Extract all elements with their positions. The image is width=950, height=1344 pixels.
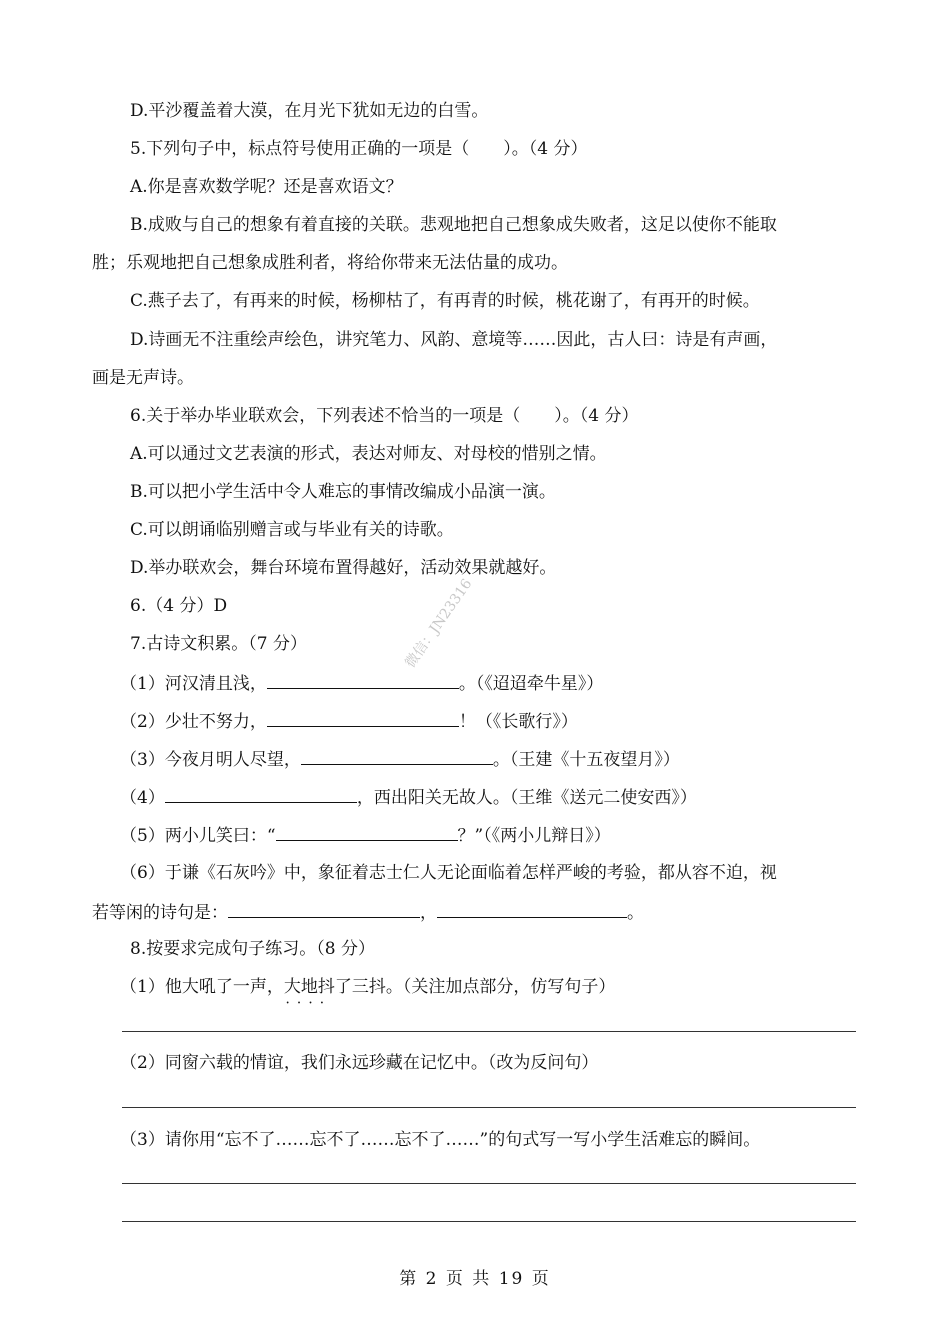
q7-item-6-blank-1[interactable] [228, 900, 420, 918]
q8-item-1-answer-line[interactable] [122, 1031, 856, 1032]
q7-item-5-blank[interactable] [276, 823, 458, 841]
q7-item-5 [0, 823, 950, 847]
q7-stem: 7.古诗文积累。（7 分） [130, 634, 307, 654]
q8-item-3: （3）请你用“忘不了……忘不了……忘不了……”的句式写一写小学生活难忘的瞬间。 [120, 1130, 761, 1150]
q7-item-5-suffix: ？”（《两小儿辩日》） [457, 826, 611, 846]
q7-item-2-blank[interactable] [267, 709, 459, 727]
q5-option-d-line2: 画是无声诗。 [92, 368, 194, 388]
q5-option-a: A.你是喜欢数学呢？还是喜欢语文？ [130, 177, 403, 197]
q7-item-6-comma: ， [420, 903, 437, 923]
q7-item-2-suffix: ！（《长歌行》） [458, 712, 578, 732]
q8-item-2: （2）同窗六载的情谊，我们永远珍藏在记忆中。（改为反问句） [120, 1053, 599, 1073]
q7-item-6-end: 。 [627, 903, 644, 923]
q7-item-6-line1: （6）于谦《石灰吟》中，象征着志士仁人无论面临着怎样严峻的考验，都从容不迫，视 [120, 863, 777, 883]
q8-item-2-answer-line[interactable] [122, 1107, 856, 1108]
watermark: 微信：JN23316 [402, 576, 476, 671]
q7-item-1 [0, 671, 950, 695]
q6-stem: 6.关于举办毕业联欢会，下列表述不恰当的一项是（ ）。（4 分） [130, 406, 639, 426]
q8-item-1-suffix: 。（关注加点部分，仿写句子） [385, 977, 616, 997]
q4-option-d: D.平沙覆盖着大漠，在月光下犹如无边的白雪。 [130, 101, 489, 121]
q8-item-1-dotted-phrase: 大地抖了三抖 • • • • [284, 976, 386, 998]
q8-item-1-prefix: （1）他大吼了一声， [120, 977, 284, 997]
q6-option-a: A.可以通过文艺表演的形式，表达对师友、对母校的惜别之情。 [130, 444, 607, 464]
q7-item-3-prefix: （3）今夜月明人尽望， [120, 750, 301, 770]
q5-option-d-line1: D.诗画无不注重绘声绘色，讲究笔力、风韵、意境等……因此，古人曰：诗是有声画， [130, 330, 778, 350]
q7-item-3-blank[interactable] [301, 747, 493, 765]
q7-item-3-suffix: 。（王建《十五夜望月》） [492, 750, 680, 770]
q7-item-6-blank-2[interactable] [437, 900, 627, 918]
q7-item-2 [0, 709, 950, 733]
q6-option-c: C.可以朗诵临别赠言或与毕业有关的诗歌。 [130, 520, 454, 540]
q8-stem: 8.按要求完成句子练习。（8 分） [130, 939, 375, 959]
q6-answer: 6.（4 分）D [130, 596, 228, 616]
q7-item-1-suffix: 。（《迢迢牵牛星》） [458, 674, 604, 694]
q8-item-1 [0, 976, 950, 998]
q7-item-2-prefix: （2）少壮不努力， [120, 712, 267, 732]
q5-option-b-line2: 胜；乐观地把自己想象成胜利者，将给你带来无法估量的成功。 [92, 253, 568, 273]
page-footer: 第 2 页 共 19 页 [399, 1269, 551, 1289]
q7-item-6-prefix: 若等闲的诗句是： [92, 903, 228, 923]
q7-item-1-blank[interactable] [267, 671, 459, 689]
q5-option-c: C.燕子去了，有再来的时候，杨柳枯了，有再青的时候，桃花谢了，有再开的时候。 [130, 291, 760, 311]
q7-item-4-suffix: ，西出阳关无故人。（王维《送元二使安西》） [356, 788, 697, 808]
q5-option-b-line1: B.成败与自己的想象有着直接的关联。悲观地把自己想象成失败者，这足以使你不能取 [130, 215, 777, 235]
q8-item-3-answer-line-1[interactable] [122, 1183, 856, 1184]
q7-item-4-blank[interactable] [165, 785, 357, 803]
q7-item-5-prefix: （5）两小儿笑曰：“ [120, 826, 276, 846]
q7-item-4 [0, 785, 950, 809]
q5-stem: 5.下列句子中，标点符号使用正确的一项是（ ）。（4 分） [130, 139, 588, 159]
q7-item-3 [0, 747, 950, 771]
q8-item-3-answer-line-2[interactable] [122, 1221, 856, 1222]
q6-option-d: D.举办联欢会，舞台环境布置得越好，活动效果就越好。 [130, 558, 557, 578]
q7-item-4-prefix: （4） [120, 788, 165, 808]
q6-option-b: B.可以把小学生活中令人难忘的事情改编成小品演一演。 [130, 482, 556, 502]
q7-item-1-prefix: （1）河汉清且浅， [120, 674, 267, 694]
q7-item-6-line2 [0, 900, 950, 924]
